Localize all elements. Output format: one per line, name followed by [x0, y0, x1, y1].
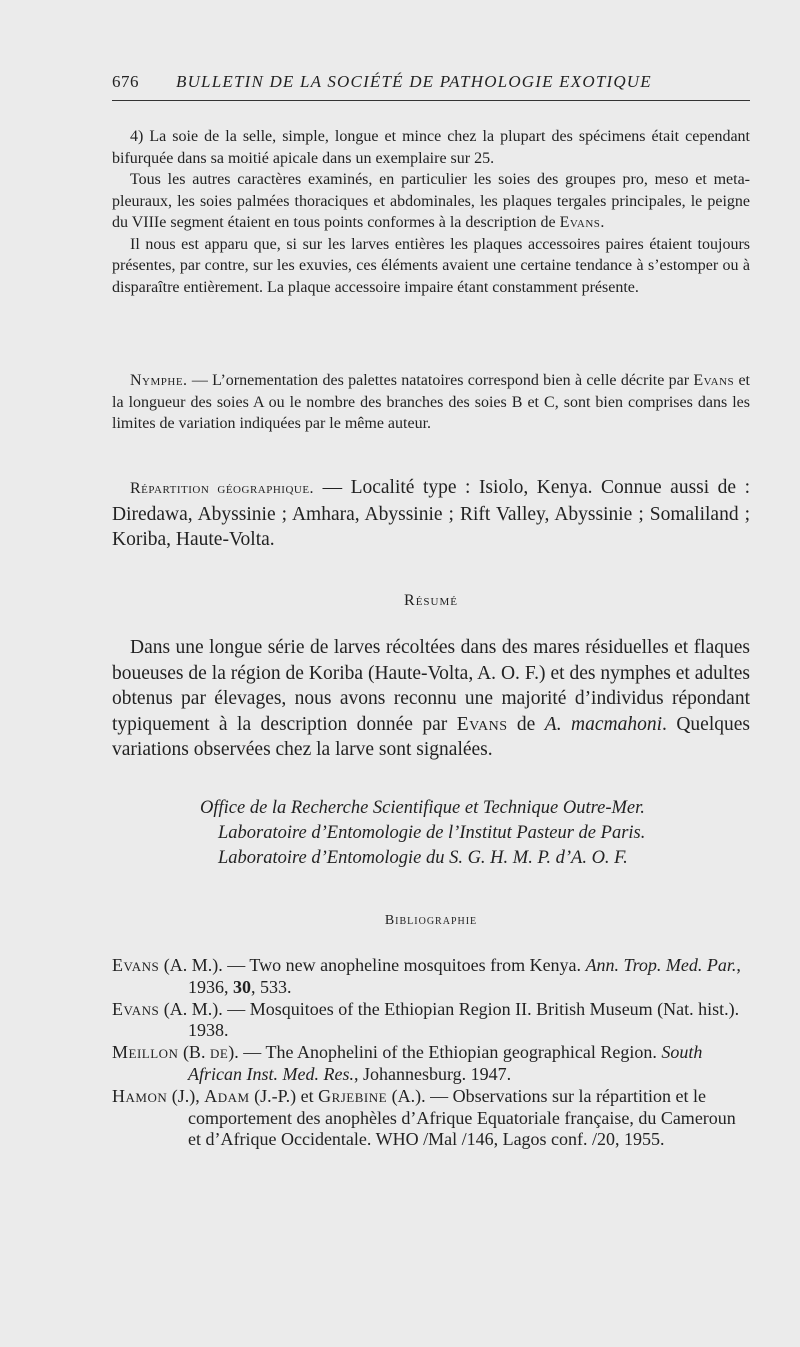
paragraph-text: de — [507, 713, 545, 735]
section-label: Répartition géographique. — [130, 480, 315, 497]
paragraph-text: — Localité type : Isiolo, Kenya. Connue aussi de : Diredawa, Abyssinie ; Amhara, Abyssinie ; Rift Valley, Abyssinie ; Somaliland ; Koriba, Haute-Volta. — [112, 477, 750, 550]
paragraph-summary — [112, 635, 750, 763]
paragraph-text: et la longueur des soies A ou le nombre des branches des soies B et C, sont bien comprises dans les limites de variation indiquées par le même auteur. — [112, 372, 751, 432]
distribution-section — [112, 475, 750, 553]
bibliography-list — [112, 955, 750, 1151]
nymph-section — [112, 370, 750, 435]
author-name: Meillon — [112, 1042, 179, 1063]
author-name: Grjebine — [318, 1085, 388, 1106]
paragraph-text: — L’ornementation des palettes natatoires correspond bien à celle décrite par — [187, 372, 694, 389]
author-name: Evans — [112, 955, 160, 975]
author-name: Evans — [693, 372, 735, 389]
paragraph-text: Dans une longue série de larves récoltées dans des mares résiduelles et flaques boueuses de la région de Koriba (Haute-Volta, A. O. F.) et des nymphes et adultes obtenus par élevages, nous avons reconnu une majorité d’individus répondant typiquement à la description donnée par — [112, 637, 750, 735]
affiliation-2: Laboratoire d’Entomologie de l’Institut Pasteur de Paris. — [218, 823, 646, 843]
reference-item — [112, 999, 750, 1043]
reference-text: (A. M.). — Mosquitoes of the Ethiopian Region II. British Museum (Nat. hist.). 1938. — [159, 998, 740, 1041]
paragraph-distribution — [112, 475, 750, 553]
affiliation-3: Laboratoire d’Entomologie du S. G. H. M. P. d’A. O. F. — [218, 848, 628, 868]
page-number: 676 — [112, 72, 139, 91]
reference-text: (A.). — Observations sur la répartition et le comportement des anophèles d’Afrique Equatoriale française, du Cameroun et d’Afrique Occidentale. WHO /Mal /146, Lagos conf. /20, 1955. — [188, 1085, 736, 1150]
paragraph-text: Tous les autres caractères examinés, en particulier les soies des groupes pro, meso et meta-pleuraux, les soies palmées thoraciques et abdominales, les plaques tergales principales, le peigne du VIIIe segment étaient en tous points conformes à la description de — [112, 171, 750, 231]
reference-item — [112, 1086, 750, 1151]
reference-text: ). — The Anophelini of the Ethiopian geographical Region. — [228, 1042, 662, 1063]
paragraph-accessory-plates: Il nous est apparu que, si sur les larves entières les plaques accessoires paires étaient toujours présentes, par contre, sur les exuvies, ces éléments avaient une certaine tendance à s’estomper ou à disparaître entièrement. La plaque accessoire impaire étant constamment présente. — [112, 235, 750, 296]
affiliation-1: Office de la Recherche Scientifique et Technique Outre-Mer. — [200, 798, 645, 818]
species-name: A. macmahoni — [544, 713, 663, 735]
paragraph-item-4: 4) La soie de la selle, simple, longue et mince chez la plupart des spécimens était cependant bifurquée dans sa moitié apicale dans un exemplaire sur 25. — [112, 128, 750, 167]
reference-text: , 533. — [251, 976, 292, 997]
paragraph-nymph — [112, 370, 750, 435]
reference-text: (A. M.). — Two new anopheline mosquitoes from Kenya. — [159, 955, 586, 975]
journal-name: Ann. Trop. Med. Par. — [585, 955, 737, 975]
reference-text: , 1936, — [188, 955, 741, 997]
running-header — [112, 72, 750, 92]
journal-name: South African Inst. Med. Res. — [188, 1042, 703, 1084]
reference-text: (J.-P.) et — [249, 1085, 319, 1106]
larva-notes-section — [112, 126, 750, 298]
summary-section — [112, 635, 750, 763]
reference-item — [112, 1042, 750, 1086]
author-name: Evans — [559, 214, 601, 231]
reference-text: , Johannesburg. 1947. — [353, 1063, 512, 1084]
author-name: Hamon — [112, 1085, 168, 1106]
bibliography-heading: Bibliographie — [384, 913, 478, 928]
paragraph-text: . Quelques variations observées chez la larve sont signalées. — [112, 713, 751, 760]
reference-text: (J.), — [167, 1085, 205, 1106]
author-name: Adam — [204, 1085, 250, 1106]
reference-item — [112, 955, 750, 999]
author-name: Evans — [456, 713, 508, 735]
header-rule — [112, 100, 750, 101]
name-particle: de — [209, 1042, 229, 1063]
journal-title: BULLETIN DE LA SOCIÉTÉ DE PATHOLOGIE EXOTIQUE — [176, 72, 652, 91]
volume-number: 30 — [233, 976, 251, 997]
reference-text: (B. — [178, 1042, 210, 1063]
summary-heading: Résumé — [404, 592, 458, 609]
author-name: Evans — [112, 998, 160, 1019]
paragraph-other-characters: Tous les autres caractères examinés, en particulier les soies des groupes pro, meso et meta-pleuraux, les soies palmées thoraciques et abdominales, les plaques tergales principales, le peigne du VIIIe segment étaient en tous points conformes à la description de Evans. — [112, 171, 750, 231]
section-label: Nymphe. — [130, 372, 188, 389]
